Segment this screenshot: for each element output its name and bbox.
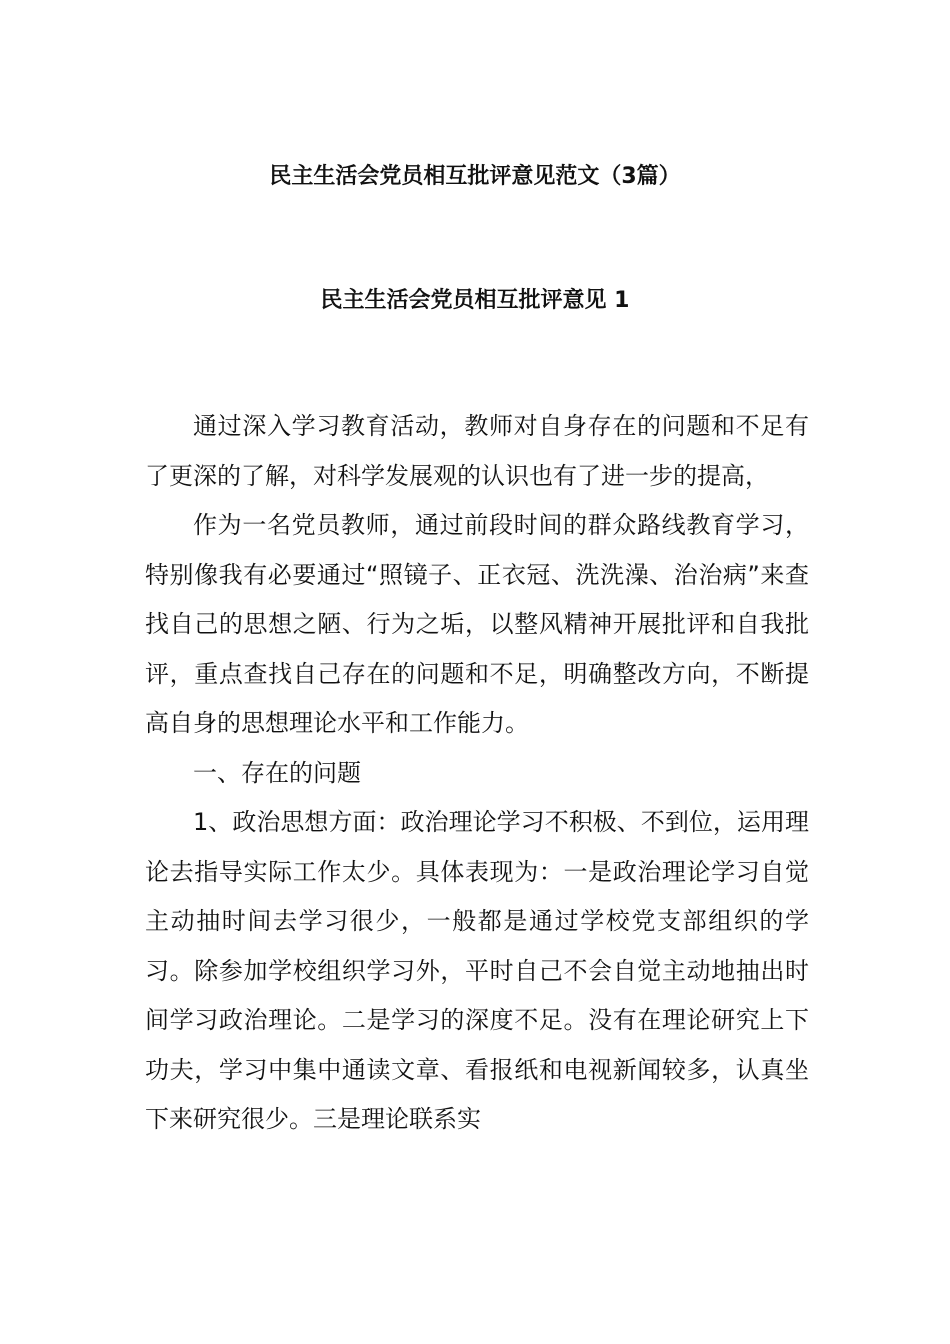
document-title: 民主生活会党员相互批评意见范文（3篇）	[269, 164, 681, 189]
paragraph-intro: 通过深入学习教育活动，教师对自身存在的问题和不足有了更深的了解，对科学发展观的认识也有了进一步的提高，	[145, 412, 809, 490]
document-body	[145, 402, 809, 1145]
paragraph-political-thought: 1、政治思想方面：政治理论学习不积极、不到位，运用理论去指导实际工作太少。具体表现为：一是政治理论学习自觉主动抽时间去学习很少，一般都是通过学校党支部组织的学习。除参加学校组织学习外，平时自己不会自觉主动地抽出时间学习政治理论。二是学习的深度不足。没有在理论研究上下功夫，学习中集中通读文章、看报纸和电视新闻较多，认真坐下来研究很少。三是理论联系实	[145, 808, 809, 1133]
paragraph-purpose: 作为一名党员教师，通过前段时间的群众路线教育学习，特别像我有必要通过“照镜子、正衣冠、洗洗澡、治治病”来查找自己的思想之陋、行为之垢，以整风精神开展批评和自我批评，重点查找自己存在的问题和不足，明确整改方向，不断提高自身的思想理论水平和工作能力。	[145, 511, 809, 737]
section-title: 民主生活会党员相互批评意见 1	[320, 288, 630, 313]
heading-existing-problems: 一、存在的问题	[193, 758, 361, 787]
